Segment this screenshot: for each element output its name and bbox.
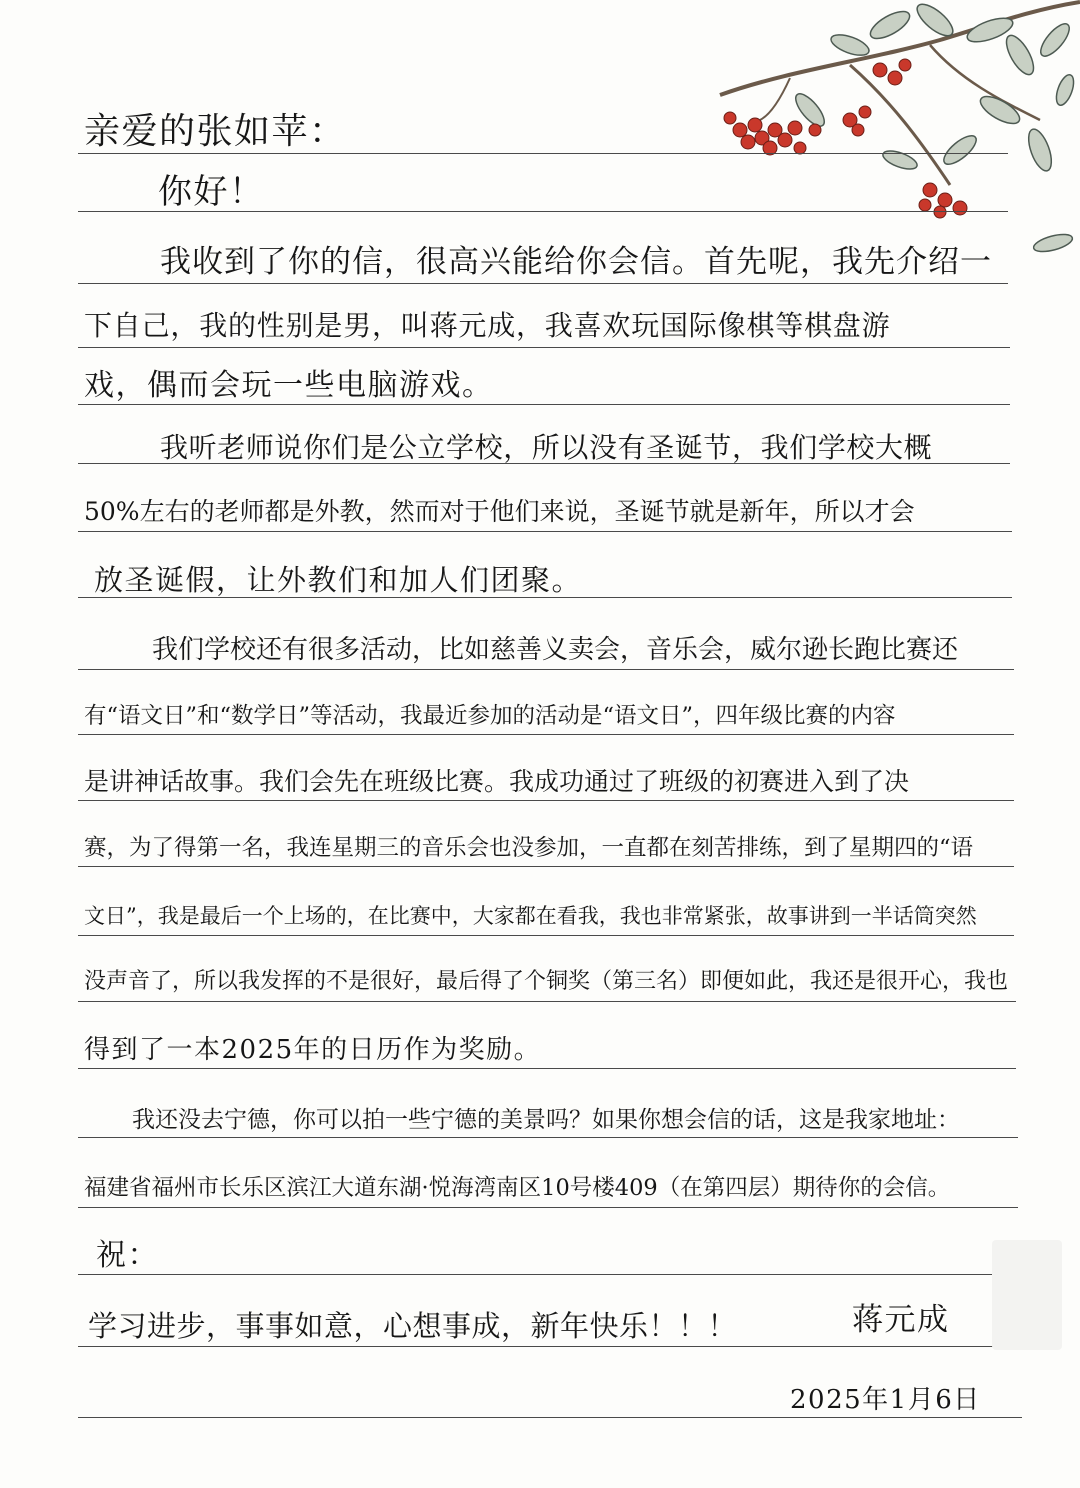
letter-line: 下自己，我的性别是男，叫蒋元成，我喜欢玩国际像棋等棋盘游 (84, 309, 891, 342)
letter-line: 福建省福州市长乐区滨江大道东湖·悦海湾南区10号楼409（在第四层）期待你的会信。 (84, 1175, 951, 1201)
letter-line: 放圣诞假，让外教们和加人们团聚。 (94, 563, 583, 597)
letter-line: 文日”，我是最后一个上场的，在比赛中，大家都在看我，我也非常紧张，故事讲到一半话筒突然 (84, 904, 977, 928)
date: 2025年1月6日 (790, 1385, 981, 1415)
salutation: 亲爱的张如苹： (84, 111, 347, 152)
ruled-line (78, 283, 1008, 284)
falling-leaf-illustration (1030, 232, 1076, 254)
ruled-line (78, 347, 1010, 348)
signature: 蒋元成 (852, 1302, 950, 1338)
greeting: 你好！ (158, 172, 265, 212)
letter-line: 我收到了你的信，很高兴能给你会信。首先呢，我先介绍一 (160, 244, 992, 280)
letter-line: 我听老师说你们是公立学校，所以没有圣诞节，我们学校大概 (160, 431, 933, 464)
letter-line: 50%左右的老师都是外教，然而对于他们来说，圣诞节就是新年，所以才会 (84, 497, 915, 526)
letter-line: 我还没去宁德，你可以拍一些宁德的美景吗？如果你想会信的话，这是我家地址： (132, 1107, 960, 1133)
letter-line: 我们学校还有很多活动，比如慈善义卖会，音乐会，威尔逊长跑比赛还 (152, 635, 959, 665)
wishes: 学习进步，事事如意，心想事成，新年快乐！！！ (88, 1309, 738, 1343)
faded-corner-mark (992, 1240, 1062, 1350)
ruled-line (78, 153, 1008, 154)
ruled-line (78, 1346, 1020, 1347)
closing: 祝： (96, 1238, 159, 1273)
ruled-line (78, 1274, 1020, 1275)
berry-branch-illustration (700, 0, 1080, 260)
letter-line: 是讲神话故事。我们会先在班级比赛。我成功通过了班级的初赛进入到了决 (84, 767, 910, 796)
letter-line: 得到了一本2025年的日历作为奖励。 (84, 1035, 542, 1065)
letter-line: 有“语文日”和“数学日”等活动，我最近参加的活动是“语文日”，四年级比赛的内容 (84, 703, 896, 729)
letter-line: 没声音了，所以我发挥的不是很好，最后得了个铜奖（第三名）即便如此，我还是很开心，我也 (84, 969, 1009, 994)
letter-line: 赛，为了得第一名，我连星期三的音乐会也没参加，一直都在刻苦排练，到了星期四的“语 (84, 835, 974, 861)
letter-line: 戏，偶而会玩一些电脑游戏。 (84, 368, 494, 403)
